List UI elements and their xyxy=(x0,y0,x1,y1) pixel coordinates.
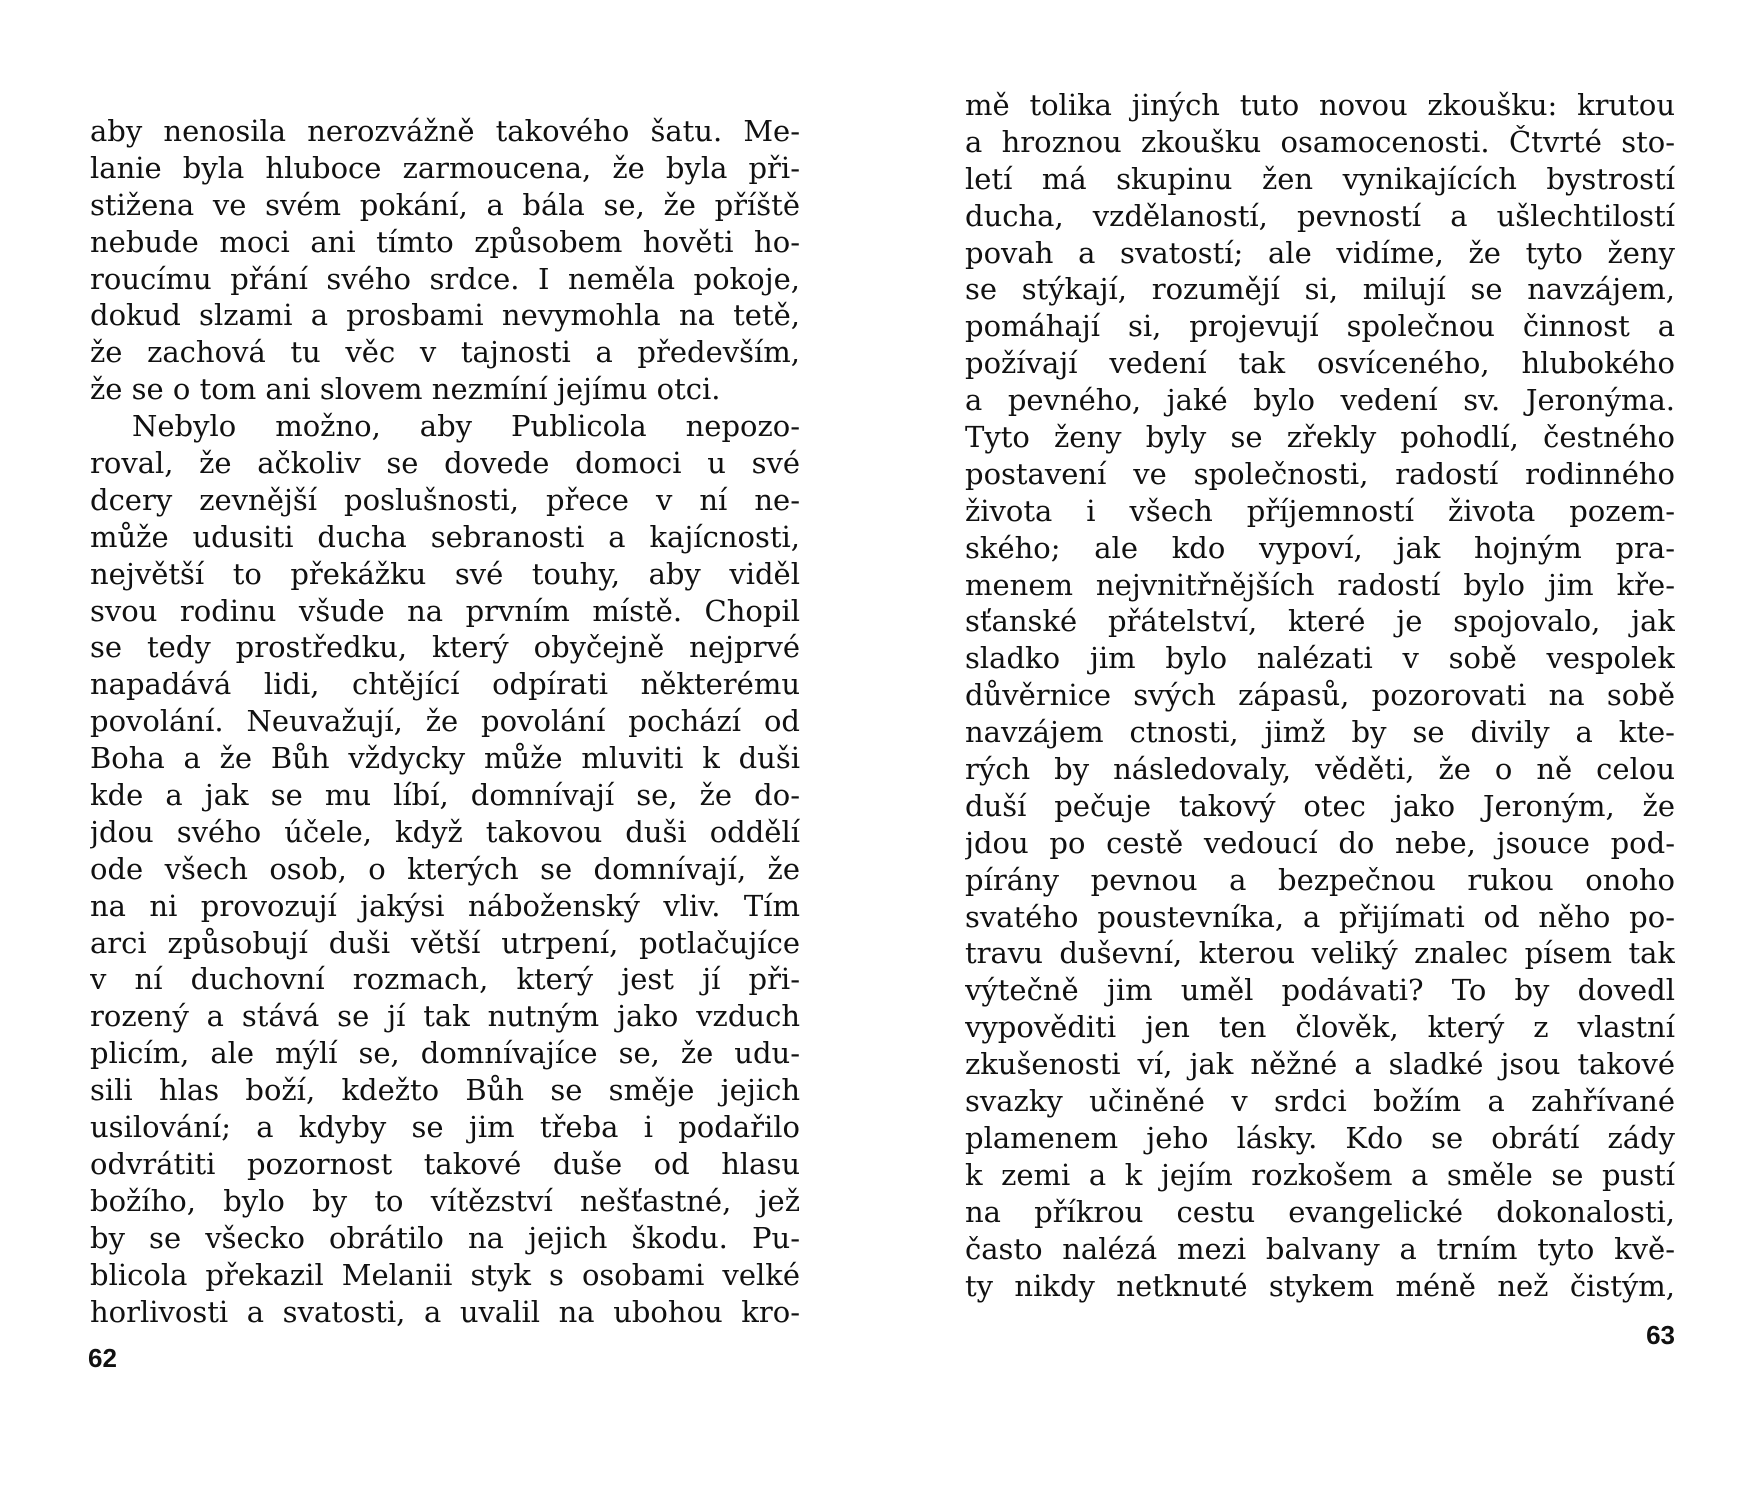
text-line: Tyto ženy byly se zřekly pohodlí, čestného xyxy=(965,420,1675,455)
text-line: sili hlas boží, kdežto Bůh se směje jejich xyxy=(90,1073,800,1108)
text-line: nebude moci ani tímto způsobem hověti ho- xyxy=(90,224,800,259)
text-line: v ní duchovní rozmach, který jest jí při- xyxy=(90,962,800,997)
text-line: lanie byla hluboce zarmoucena, že byla při- xyxy=(90,150,800,185)
text-line: zkušenosti ví, jak něžné a sladké jsou takové xyxy=(965,1047,1675,1082)
text-line: že se o tom ani slovem nezmíní jejímu otci. xyxy=(90,372,721,407)
text-line: k zemi a k jejím rozkošem a směle se pustí xyxy=(965,1157,1675,1192)
text-line: na příkrou cestu evangelické dokonalosti, xyxy=(965,1194,1675,1229)
text-line: ode všech osob, o kterých se domnívají, že xyxy=(90,851,800,886)
text-line: menem nejvnitřnějších radostí bylo jim kře- xyxy=(965,567,1675,602)
text-line: dcery zevnější poslušnosti, přece v ní ne- xyxy=(90,482,800,517)
text-line: sťanské přátelství, které je spojovalo, jak xyxy=(965,604,1675,639)
text-line: rozený a stává se jí tak nutným jako vzduch xyxy=(90,999,800,1034)
text-line: roval, že ačkoliv se dovede domoci u své xyxy=(90,446,800,481)
text-line: a pevného, jaké bylo vedení sv. Jeronýma. xyxy=(965,383,1675,418)
text-line: vypověditi jen ten člověk, který z vlastní xyxy=(965,1010,1675,1045)
text-line: blicola překazil Melanii styk s osobami velké xyxy=(90,1257,800,1292)
text-line: svazky učiněné v srdci božím a zahřívané xyxy=(965,1084,1675,1119)
text-line: aby nenosila nerozvážně takového šatu. Me- xyxy=(90,114,800,148)
text-line: povah a svatostí; ale vidíme, že tyto ženy xyxy=(965,235,1675,270)
left-page-text xyxy=(90,113,800,1330)
text-line: ty nikdy netknuté stykem méně než čistým, xyxy=(965,1268,1675,1303)
text-line: by se všecko obrátilo na jejich škodu. Pu- xyxy=(90,1220,800,1255)
text-line: horlivosti a svatosti, a uvalil na ubohou kro- xyxy=(90,1294,800,1329)
text-line: duší pečuje takový otec jako Jeroným, že xyxy=(965,788,1675,823)
text-line: navzájem ctnosti, jimž by se divily a kte- xyxy=(965,715,1675,750)
right-page-text xyxy=(965,87,1675,1304)
text-line: napadává lidi, chtějící odpírati některému xyxy=(90,667,800,702)
text-line: usilování; a kdyby se jim třeba i podařilo xyxy=(90,1110,800,1145)
text-line: a hroznou zkoušku osamocenosti. Čtvrté sto- xyxy=(965,124,1675,159)
text-line: arci způsobují duši větší utrpení, potlačujíce xyxy=(90,925,800,960)
text-line: největší to překážku své touhy, aby viděl xyxy=(90,556,800,591)
text-line: kde a jak se mu líbí, domnívají se, že do- xyxy=(90,778,800,813)
text-line: jdou po cestě vedoucí do nebe, jsouce pod- xyxy=(965,825,1675,860)
text-line: božího, bylo by to vítězství nešťastné, jež xyxy=(90,1183,800,1218)
text-line: letí má skupinu žen vynikajících bystrostí xyxy=(965,161,1675,196)
text-line: svou rodinu všude na prvním místě. Chopil xyxy=(90,593,800,628)
text-line: postavení ve společnosti, radostí rodinného xyxy=(965,456,1675,491)
text-line: se stýkají, rozumějí si, milují se navzájem, xyxy=(965,272,1675,307)
text-line: mě tolika jiných tuto novou zkoušku: krutou xyxy=(965,88,1675,122)
text-line: jdou svého účele, když takovou duši oddělí xyxy=(90,814,800,849)
text-line: plicím, ale mýlí se, domnívajíce se, že udu- xyxy=(90,1036,800,1071)
text-line: svatého poustevníka, a přijímati od něho po- xyxy=(965,899,1675,934)
text-line: sladko jim bylo nalézati v sobě vespolek xyxy=(965,641,1675,676)
left-page-number: 62 xyxy=(88,1343,117,1373)
text-line: rých by následovaly, věděti, že o ně celou xyxy=(965,752,1675,787)
text-line: odvrátiti pozornost takové duše od hlasu xyxy=(90,1146,800,1181)
text-line: travu duševní, kterou veliký znalec písem tak xyxy=(965,936,1675,971)
text-line: na ni provozují jakýsi náboženský vliv. Tím xyxy=(90,888,800,923)
text-line: dokud slzami a prosbami nevymohla na tetě, xyxy=(90,298,800,333)
text-line: Boha a že Bůh vždycky může mluviti k duši xyxy=(90,741,800,776)
text-line: stižena ve svém pokání, a bála se, že příště xyxy=(90,187,800,222)
text-line: ského; ale kdo vypoví, jak hojným pra- xyxy=(965,530,1675,565)
text-line: Nebylo možno, aby Publicola nepozo- xyxy=(132,409,800,444)
text-line: se tedy prostředku, který obyčejně nejprvé xyxy=(90,630,800,665)
text-line: života i všech příjemností života pozem- xyxy=(965,493,1675,528)
text-line: výtečně jim uměl podávati? To by dovedl xyxy=(965,973,1675,1008)
text-line: důvěrnice svých zápasů, pozorovati na sobě xyxy=(965,678,1675,713)
right-page-number: 63 xyxy=(1646,1320,1675,1350)
text-line: může udusiti ducha sebranosti a kajícnosti, xyxy=(90,519,800,554)
text-line: požívají vedení tak osvíceného, hlubokého xyxy=(965,346,1675,381)
text-line: často nalézá mezi balvany a trním tyto kvě- xyxy=(965,1231,1675,1266)
text-line: pomáhají si, projevují společnou činnost a xyxy=(965,309,1675,344)
text-line: že zachová tu věc v tajnosti a především, xyxy=(90,335,800,370)
text-line: povolání. Neuvažují, že povolání pochází od xyxy=(90,704,800,739)
text-line: ducha, vzdělaností, pevností a ušlechtilostí xyxy=(965,198,1675,233)
text-line: pírány pevnou a bezpečnou rukou onoho xyxy=(965,862,1675,897)
text-line: roucímu přání svého srdce. I neměla pokoje, xyxy=(90,261,800,296)
text-line: plamenem jeho lásky. Kdo se obrátí zády xyxy=(965,1120,1675,1155)
